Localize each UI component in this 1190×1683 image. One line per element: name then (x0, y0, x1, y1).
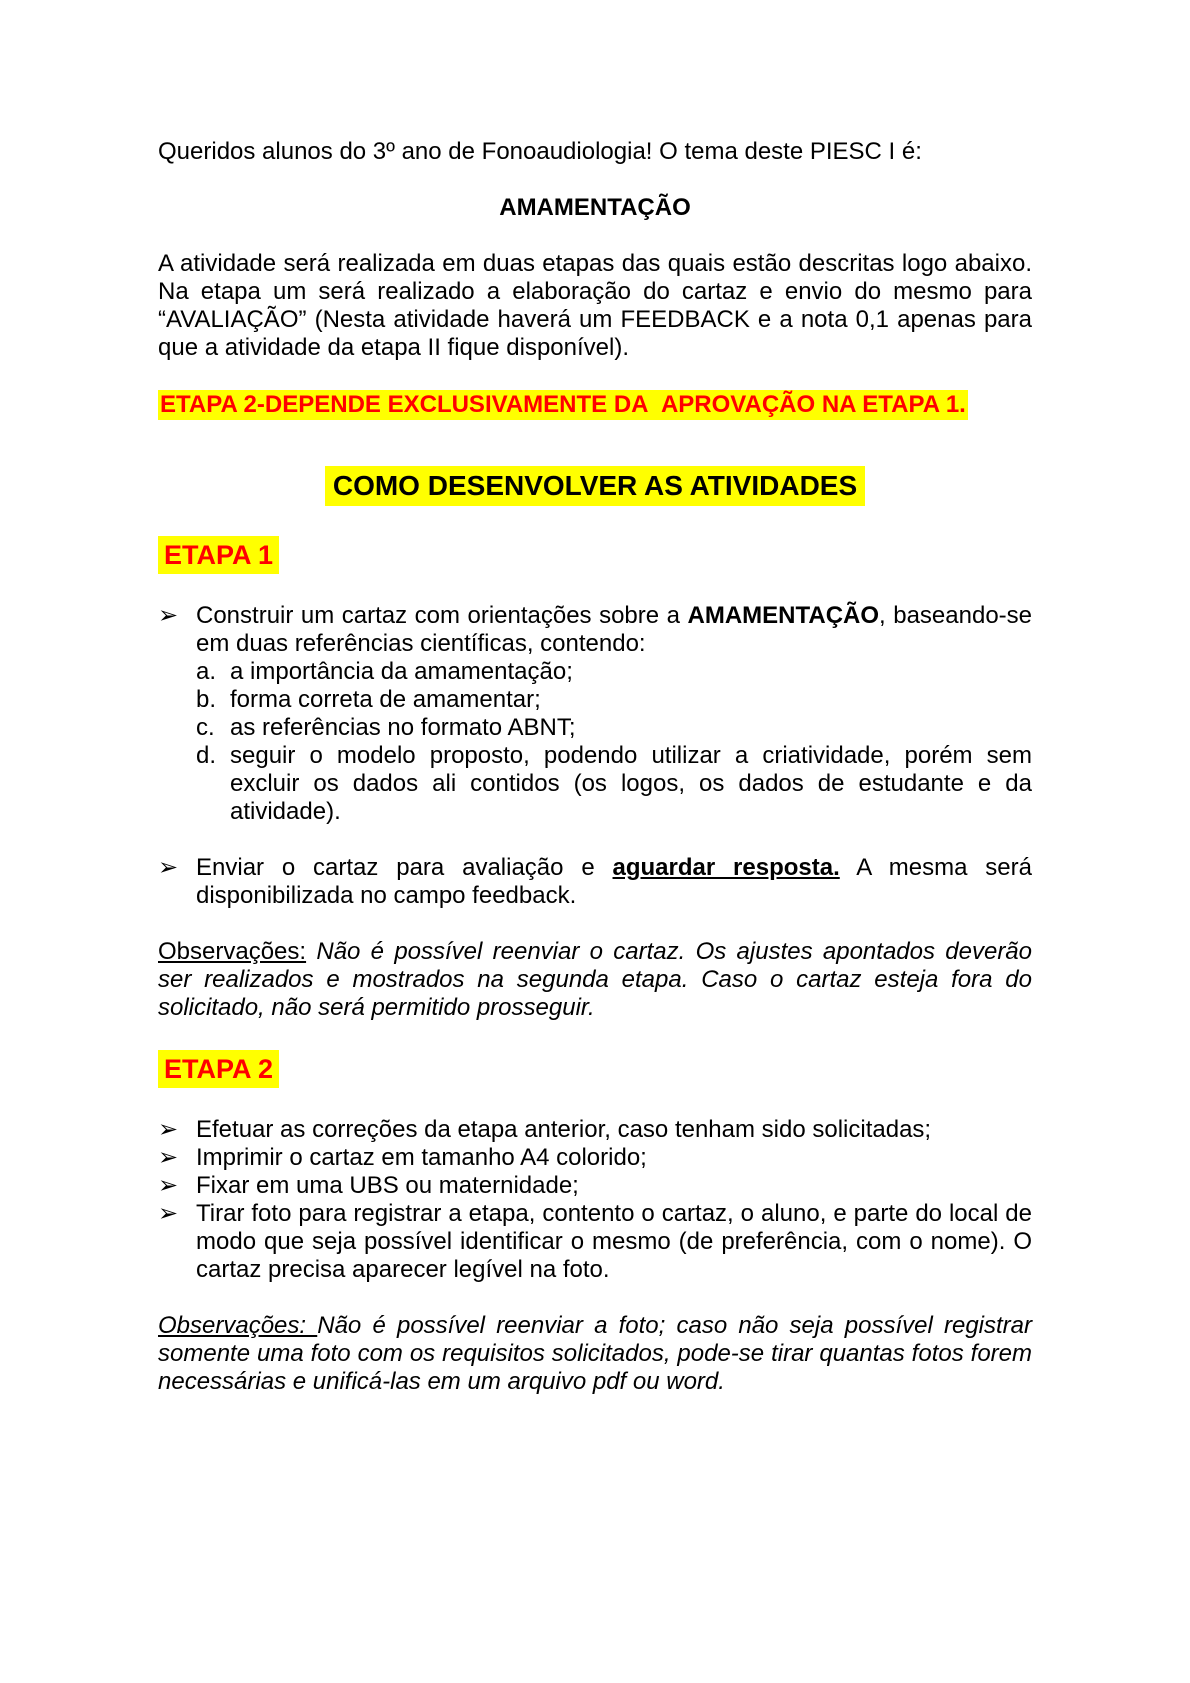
subitem-a (196, 658, 1032, 686)
observations-text: Não é possível reenviar o cartaz. Os ajustes apontados deverão ser realizados e mostrados na segunda etapa. Caso o cartaz esteja fora do solicitado, não será permitido prosseguir. (158, 938, 1032, 1021)
bullet-text-pre: Enviar o cartaz para avaliação e (196, 854, 613, 881)
warning-banner: ETAPA 2-DEPENDE EXCLUSIVAMENTE DA APROVAÇÃO NA ETAPA 1. (160, 391, 966, 418)
etapa2-heading-line (158, 1050, 1032, 1088)
arrow-bullet-icon: ➢ (158, 602, 179, 629)
warning-line (158, 390, 1032, 420)
bullet-text-bold: AMAMENTAÇÃO (687, 602, 880, 629)
arrow-bullet-icon: ➢ (158, 854, 179, 881)
etapa2-bullet-efetuar (158, 1116, 1032, 1144)
doc-title: AMAMENTAÇÃO (499, 194, 691, 221)
arrow-bullet-icon: ➢ (158, 1200, 179, 1227)
etapa1-bullet-construir (158, 602, 1032, 658)
subitem-b-marker: b. (196, 686, 217, 713)
etapa1-bullet-enviar-text (196, 854, 1032, 910)
intro-paragraph: A atividade será realizada em duas etapas das quais estão descritas logo abaixo. Na etapa um será realizado a elaboração do cartaz e envio do mesmo para “AVALIAÇÃO” (Nesta atividade haverá um FEEDBACK e a nota 0,1 apenas para que a atividade da etapa II fique disponível). (158, 250, 1032, 361)
subitem-c (196, 714, 1032, 742)
etapa1-bullet-enviar (158, 854, 1032, 910)
subitem-a-marker: a. (196, 658, 217, 685)
etapa2-heading: ETAPA 2 (158, 1050, 279, 1088)
bullet-text-pre: Construir um cartaz com orientações sobre a (196, 602, 688, 629)
etapa2-bullet-imprimir-text: Imprimir o cartaz em tamanho A4 colorido; (196, 1144, 647, 1171)
bullet-text-emphasis: aguardar resposta. (612, 854, 840, 881)
observations-text: Não é possível reenviar a foto; caso não seja possível registrar somente uma foto com os requisitos solicitados, pode-se tirar quantas fotos forem necessárias e unificá-las em um arquivo pdf ou word. (158, 1312, 1033, 1395)
etapa2-observations (158, 1312, 1032, 1396)
arrow-bullet-icon: ➢ (158, 1172, 179, 1199)
etapa2-bullet-fixar-text: Fixar em uma UBS ou maternidade; (196, 1172, 579, 1199)
subitem-d (196, 742, 1032, 826)
etapa1-observations (158, 938, 1032, 1022)
arrow-bullet-icon: ➢ (158, 1116, 179, 1143)
bullet-text-post: , baseando-se em duas referências científicas, contendo: (196, 602, 1033, 657)
etapa1-heading-line (158, 536, 1032, 574)
observations-label: Observações: (158, 938, 307, 965)
arrow-bullet-icon: ➢ (158, 1144, 179, 1171)
etapa2-bullet-imprimir (158, 1144, 1032, 1172)
etapa1-bullet-construir-text (196, 602, 1032, 658)
subitem-c-marker: c. (196, 714, 215, 741)
subitem-d-text: seguir o modelo proposto, podendo utilizar a criatividade, porém sem excluir os dados ali contidos (os logos, os dados de estudante e da atividade). (230, 742, 1032, 825)
section-title: COMO DESENVOLVER AS ATIVIDADES (325, 466, 865, 506)
etapa1-heading: ETAPA 1 (158, 536, 279, 574)
subitem-c-text: as referências no formato ABNT; (230, 714, 576, 741)
observations-label: Observações: (158, 1312, 318, 1339)
bullet-text-post: A mesma será disponibilizada no campo feedback. (196, 854, 1032, 909)
etapa2-bullet-fixar (158, 1172, 1032, 1200)
subitem-a-text: a importância da amamentação; (230, 658, 573, 685)
etapa2-bullet-efetuar-text: Efetuar as correções da etapa anterior, caso tenham sido solicitadas; (196, 1116, 932, 1143)
etapa2-bullet-tirar-foto (158, 1200, 1032, 1284)
etapa2-bullet-tirar-foto-text: Tirar foto para registrar a etapa, contento o cartaz, o aluno, e parte do local de modo que seja possível identificar o mesmo (de preferência, com o nome). O cartaz precisa aparecer legível na foto. (196, 1200, 1032, 1283)
subitem-d-marker: d. (196, 742, 217, 769)
subitem-b (196, 686, 1032, 714)
section-title-line (158, 466, 1032, 506)
intro-line: Queridos alunos do 3º ano de Fonoaudiologia! O tema deste PIESC I é: (158, 138, 922, 165)
subitem-b-text: forma correta de amamentar; (230, 686, 541, 713)
